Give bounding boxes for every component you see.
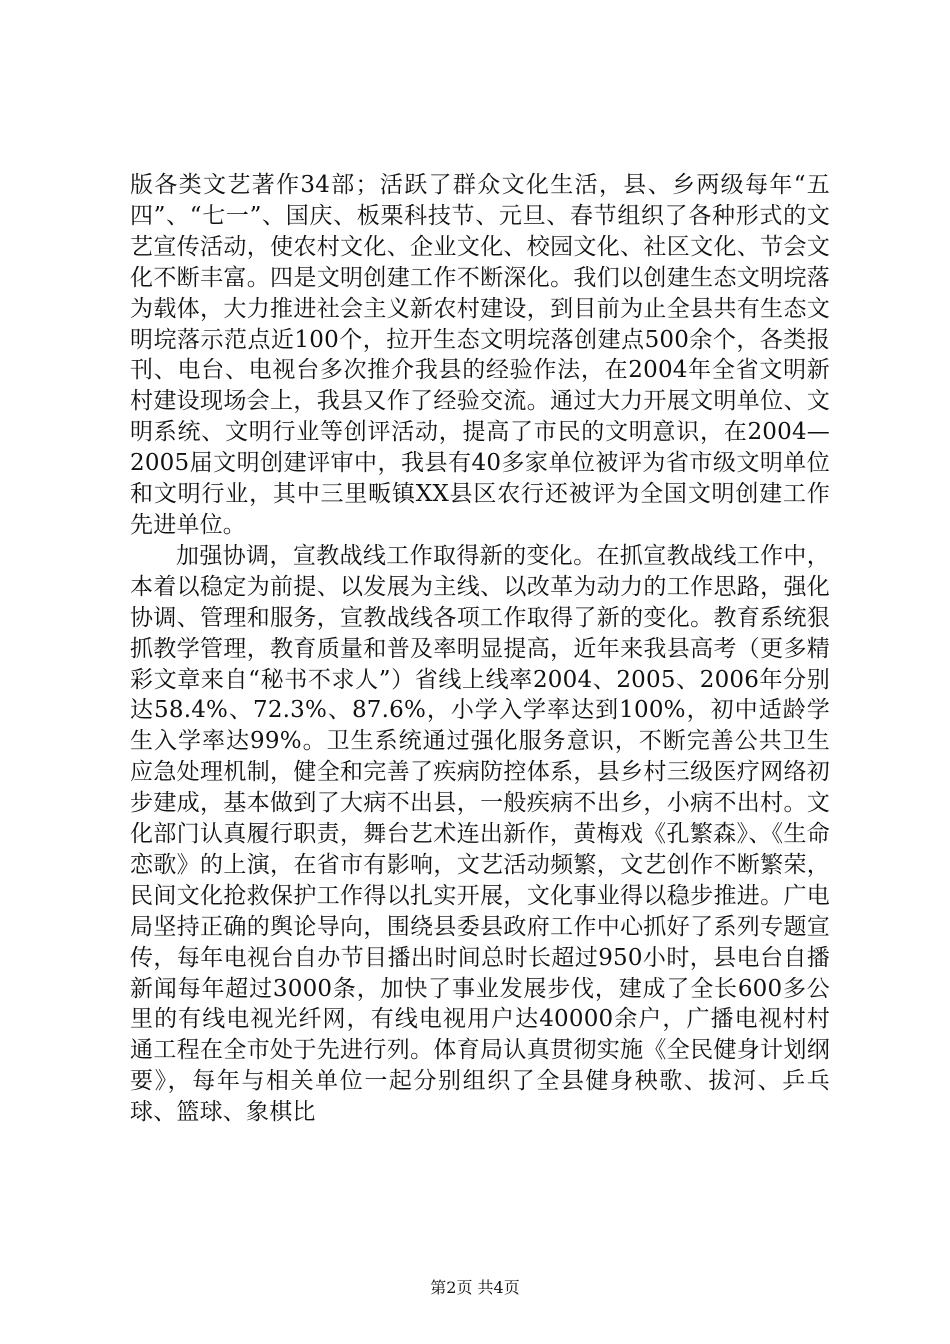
page-footer: 第2页 共4页 (430, 1278, 520, 1297)
document-body (130, 170, 830, 1128)
paragraph-1: 版各类文艺著作34部；活跃了群众文化生活，县、乡两级每年“五四”、“七一”、国庆、板栗科技节、元旦、春节组织了各种形式的文艺宣传活动，使农村文化、企业文化、校园文化、社区文化、节会文化不断丰富。四是文明创建工作不断深化。我们以创建生态文明垸落为载体，大力推进社会主义新农村建设，到目前为止全县共有生态文明垸落示范点近100个，拉开生态文明垸落创建点500余个，各类报刊、电台、电视台多次推介我县的经验作法，在2004年全省文明新村建设现场会上，我县又作了经验交流。通过大力开展文明单位、文明系统、文明行业等创评活动，提高了市民的文明意识，在2004—2005届文明创建评审中，我县有40多家单位被评为省市级文明单位和文明行业，其中三里畈镇XX县区农行还被评为全国文明创建工作先进单位。 (130, 172, 830, 538)
paragraph-2: 加强协调，宣教战线工作取得新的变化。在抓宣教战线工作中，本着以稳定为前提、以发展为主线、以改革为动力的工作思路，强化协调、管理和服务，宣教战线各项工作取得了新的变化。教育系统狠抓教学管理，教育质量和普及率明显提高，近年来我县高考（更多精彩文章来自“秘书不求人”）省线上线率2004、2005、2006年分别达58.4%、72.3%、87.6%，小学入学率达到100%，初中适龄学生入学率达99%。卫生系统通过强化服务意识，不断完善公共卫生应急处理机制，健全和完善了疾病防控体系，县乡村三级医疗网络初步建成，基本做到了大病不出县，一般疾病不出乡，小病不出村。文化部门认真履行职责，舞台艺术连出新作，黄梅戏《孔繁森》、《生命恋歌》的上演，在省市有影响，文艺活动频繁，文艺创作不断繁荣，民间文化抢救保护工作得以扎实开展，文化事业得以稳步推进。广电局坚持正确的舆论导向，围绕县委县政府工作中心抓好了系列专题宣传，每年电视台自办节目播出时间总时长超过950小时，县电台自播新闻每年超过3000条，加快了事业发展步伐，建成了全长600多公里的有线电视光纤网，有线电视用户达40000余户，广播电视村村通工程在全市处于先进行列。体育局认真贯彻实施《全民健身计划纲要》，每年与相关单位一起分别组织了全县健身秧歌、拔河、乒乓球、篮球、象棋比 (130, 542, 830, 1126)
